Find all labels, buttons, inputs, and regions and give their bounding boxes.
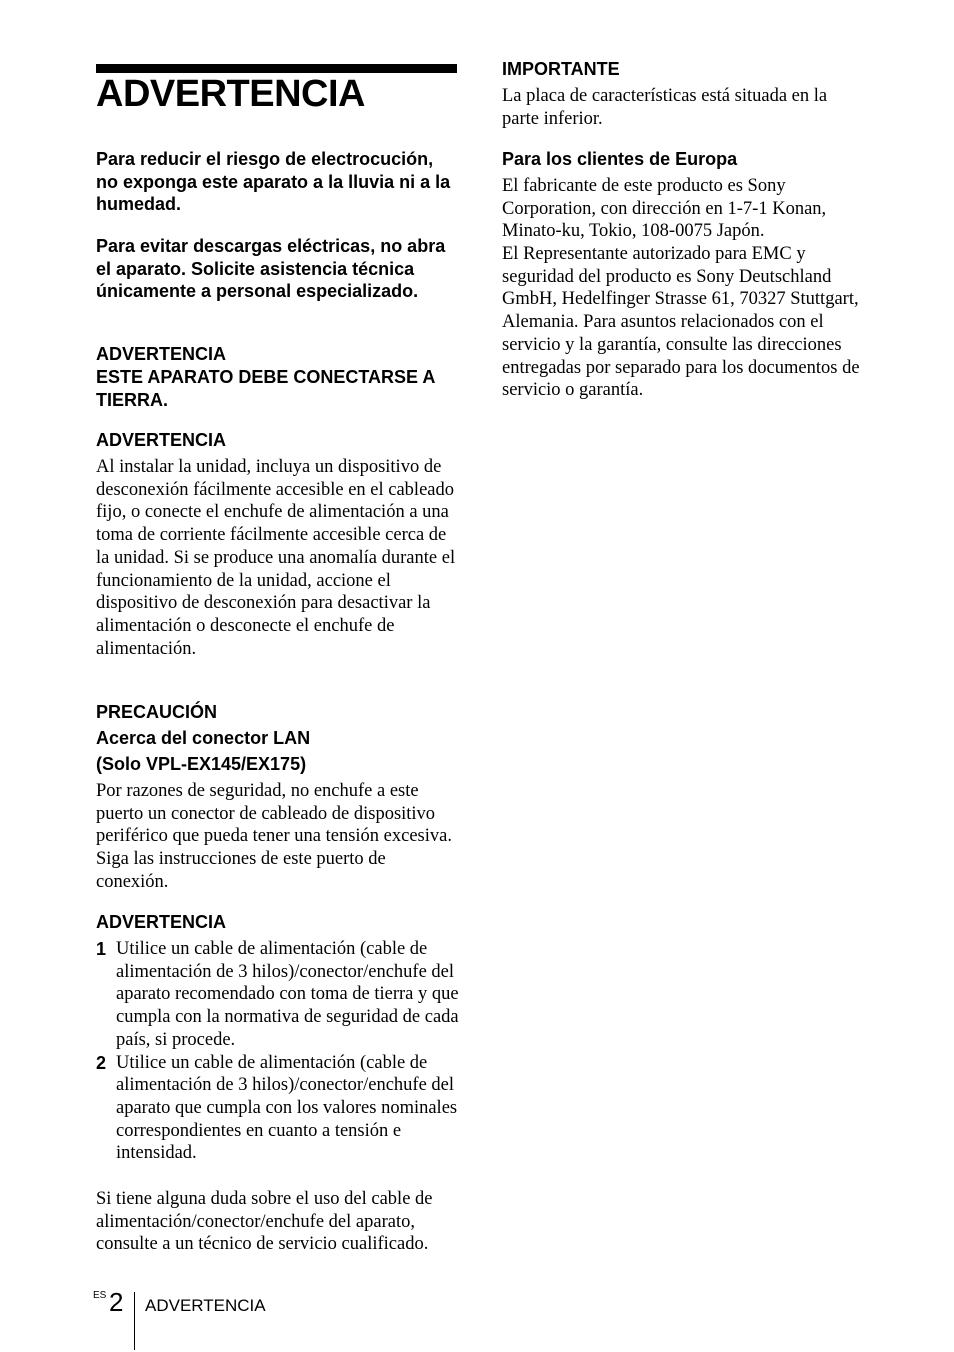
cable-list <box>96 938 460 1165</box>
europa-text-representative: El Representante autorizado para EMC y seguridad del producto es Sony Deutschland GmbH, Hedelfinger Strasse 61, 70327 Stuttgart, Alemania. Para asuntos relacionados con el servicio y la garantía, consulte las direcciones entregadas por separado para los documentos de servicio o garantía. <box>502 244 860 401</box>
list-item <box>96 938 460 1052</box>
closing-text: Si tiene alguna duda sobre el uso del cable de alimentación/conector/enchufe del aparato, consulte a un técnico de servicio cualificado. <box>96 1189 433 1255</box>
install-text: Al instalar la unidad, incluya un dispositivo de desconexión fácilmente accesible en el cableado fijo, o conecte el enchufe de alimentación a una toma de corriente fácilmente accesible cerca de la unidad. Si se produce una anomalía durante el funcionamiento de la unidad, accione el dispositivo de desconexión para desactivar la alimentación o desconecte el enchufe de alimentación. <box>96 457 456 659</box>
ground-heading: ADVERTENCIA <box>96 344 227 364</box>
importante-text: La placa de características está situada en la parte inferior. <box>502 86 828 129</box>
page-title: ADVERTENCIA <box>96 73 365 115</box>
page-number: 2 <box>109 1287 124 1317</box>
ground-text: ESTE APARATO DEBE CONECTARSE A TIERRA. <box>96 367 435 410</box>
cable-heading: ADVERTENCIA <box>96 912 227 932</box>
list-item-text: Utilice un cable de alimentación (cable de alimentación de 3 hilos)/conector/enchufe del aparato que cumpla con los valores nominales correspondientes en cuanto a tensión e intensidad. <box>116 1052 458 1164</box>
shock-warning: Para evitar descargas eléctricas, no abra el aparato. Solicite asistencia técnica únicamente a personal especializado. <box>96 236 446 302</box>
install-heading: ADVERTENCIA <box>96 430 227 450</box>
footer-divider <box>134 1292 135 1350</box>
footer-language: ES <box>93 1290 107 1301</box>
list-item-number: 2 <box>96 1052 107 1073</box>
europa-heading: Para los clientes de Europa <box>502 149 738 169</box>
list-item-text: Utilice un cable de alimentación (cable de alimentación de 3 hilos)/conector/enchufe del aparato recomendado con toma de tierra y que cumpla con la normativa de seguridad de cada país, si procede. <box>116 939 459 1050</box>
list-item <box>96 1052 460 1166</box>
footer-section-label: ADVERTENCIA <box>145 1296 266 1315</box>
rain-warning: Para reducir el riesgo de electrocución, no exponga este aparato a la lluvia ni a la humedad. <box>96 149 451 215</box>
lan-heading: Acerca del conector LAN <box>96 728 311 748</box>
lan-models: (Solo VPL-EX145/EX175) <box>96 754 307 774</box>
lan-text: Por razones de seguridad, no enchufe a este puerto un conector de cableado de dispositivo periférico que pueda tener una tensión excesiva. Siga las instrucciones de este puerto de conexión. <box>96 781 452 892</box>
europa-text-manufacturer: El fabricante de este producto es Sony Corporation, con dirección en 1-7-1 Konan, Minato-ku, Tokio, 108-0075 Japón. <box>502 176 827 242</box>
importante-heading: IMPORTANTE <box>502 59 620 79</box>
caution-heading: PRECAUCIÓN <box>96 702 218 722</box>
list-item-number: 1 <box>96 939 107 959</box>
